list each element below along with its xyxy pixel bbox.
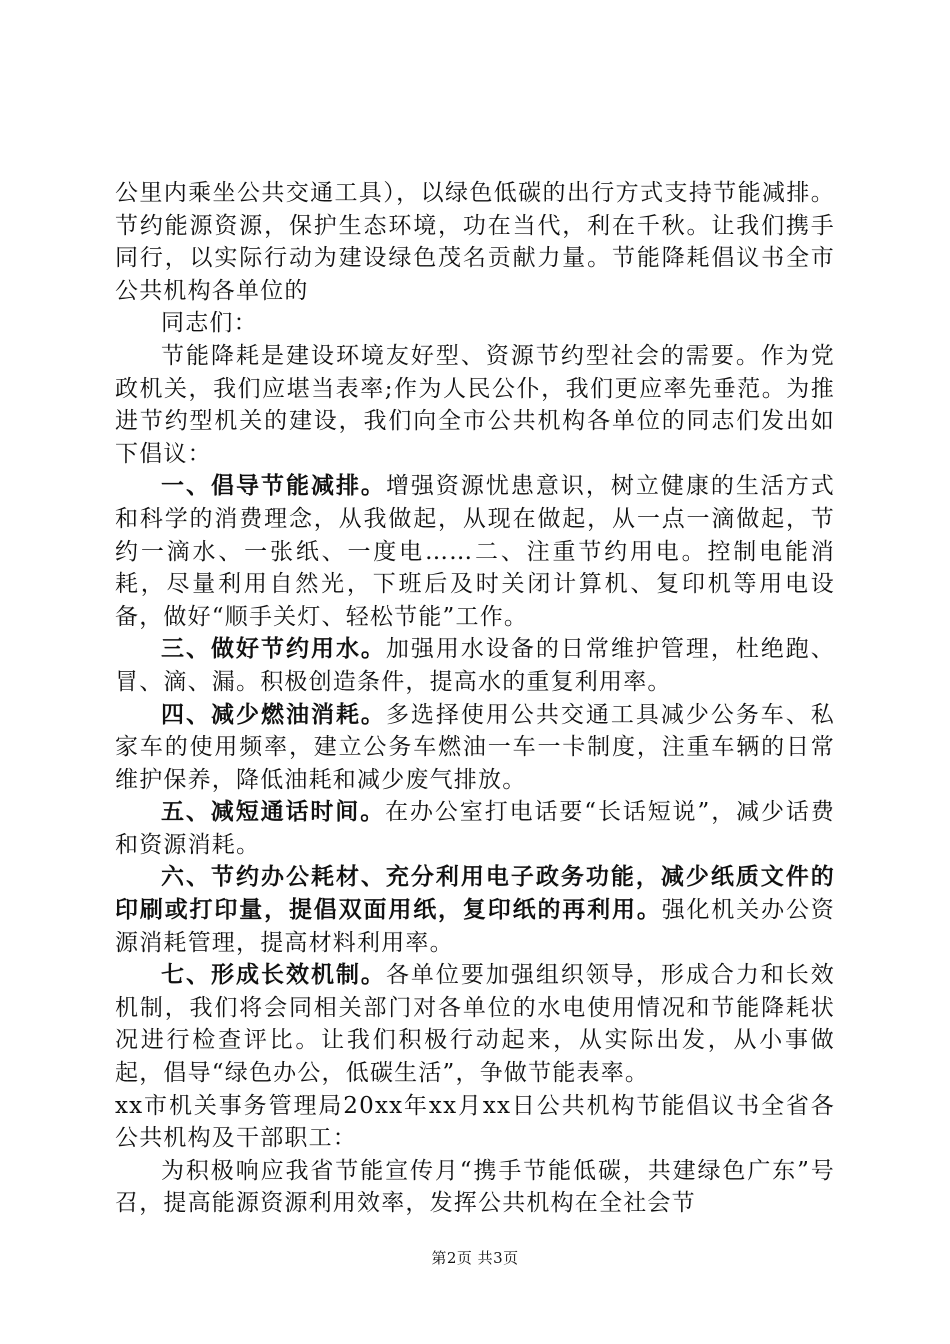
proposal-3-text: 加强用水设备的日常维护管理，杜绝跑、冒、滴、漏。积极创造条件，提高水的重复利用率。 <box>115 636 835 695</box>
proposal-4-heading: 四、减少燃油消耗。 <box>161 700 386 728</box>
proposal-1 <box>115 470 835 633</box>
proposal-5-text: 在办公室打电话要“长话短说”，减少话费和资源消耗。 <box>115 799 835 858</box>
paragraph-intro: 节能降耗是建设环境友好型、资源节约型社会的需要。作为党政机关，我们应堪当表率;作为人民公仆，我们更应率先垂范。为推进节约型机关的建设，我们向全市公共机构各单位的同志们发出如下倡议： <box>115 342 835 467</box>
proposal-7-heading: 七、形成长效机制。 <box>161 961 386 989</box>
proposal-7-text: 各单位要加强组织领导，形成合力和长效机制，我们将会同相关部门对各单位的水电使用情况和节能降耗状况进行检查评比。让我们积极行动起来，从实际出发，从小事做起，倡导“绿色办公，低碳生活”，争做节能表率。 <box>115 962 835 1087</box>
paragraph-continuation: 公里内乘坐公共交通工具），以绿色低碳的出行方式支持节能减排。节约能源资源，保护生态环境，功在当代，利在千秋。让我们携手同行，以实际行动为建设绿色茂名贡献力量。节能降耗倡议书全市公共机构各单位的 <box>115 180 835 304</box>
salutation: 同志们： <box>161 310 258 337</box>
proposal-6 <box>115 861 835 959</box>
document-body <box>115 177 835 1220</box>
proposal-5-heading: 五、减短通话时间。 <box>161 798 386 826</box>
proposal-5 <box>115 796 835 861</box>
proposal-6-heading: 六、节约办公耗材、充分利用电子政务功能，减少纸质文件的印刷或打印量，提倡双面用纸，复印纸的再利用。 <box>115 863 835 924</box>
proposal-1-heading: 一、倡导节能减排。 <box>161 472 386 500</box>
proposal-3 <box>115 633 835 698</box>
paragraph-closing: 为积极响应我省节能宣传月“携手节能低碳，共建绿色广东”号召，提高能源资源利用效率，发挥公共机构在全社会节 <box>115 1157 835 1217</box>
proposal-7 <box>115 959 835 1089</box>
signature-and-title: xx市机关事务管理局20xx年xx月xx日公共机构节能倡议书全省各公共机构及干部职工： <box>115 1092 835 1152</box>
page-number: 第2页 共3页 <box>431 1249 519 1267</box>
proposal-4-text: 多选择使用公共交通工具减少公务车、私家车的使用频率，建立公务车燃油一车一卡制度，注重车辆的日常维护保养，降低油耗和减少废气排放。 <box>115 701 835 793</box>
proposal-4 <box>115 699 835 797</box>
proposal-1-text: 增强资源忧患意识，树立健康的生活方式和科学的消费理念，从我做起，从现在做起，从一点一滴做起，节约一滴水、一张纸、一度电……二、注重节约用电。控制电能消耗，尽量利用自然光，下班后及时关闭计算机、复印机等用电设备，做好“顺手关灯、轻松节能”工作。 <box>115 473 835 630</box>
proposal-3-heading: 三、做好节约用水。 <box>161 635 386 663</box>
proposal-6-text: 强化机关办公资源消耗管理，提高材料利用率。 <box>115 897 836 956</box>
